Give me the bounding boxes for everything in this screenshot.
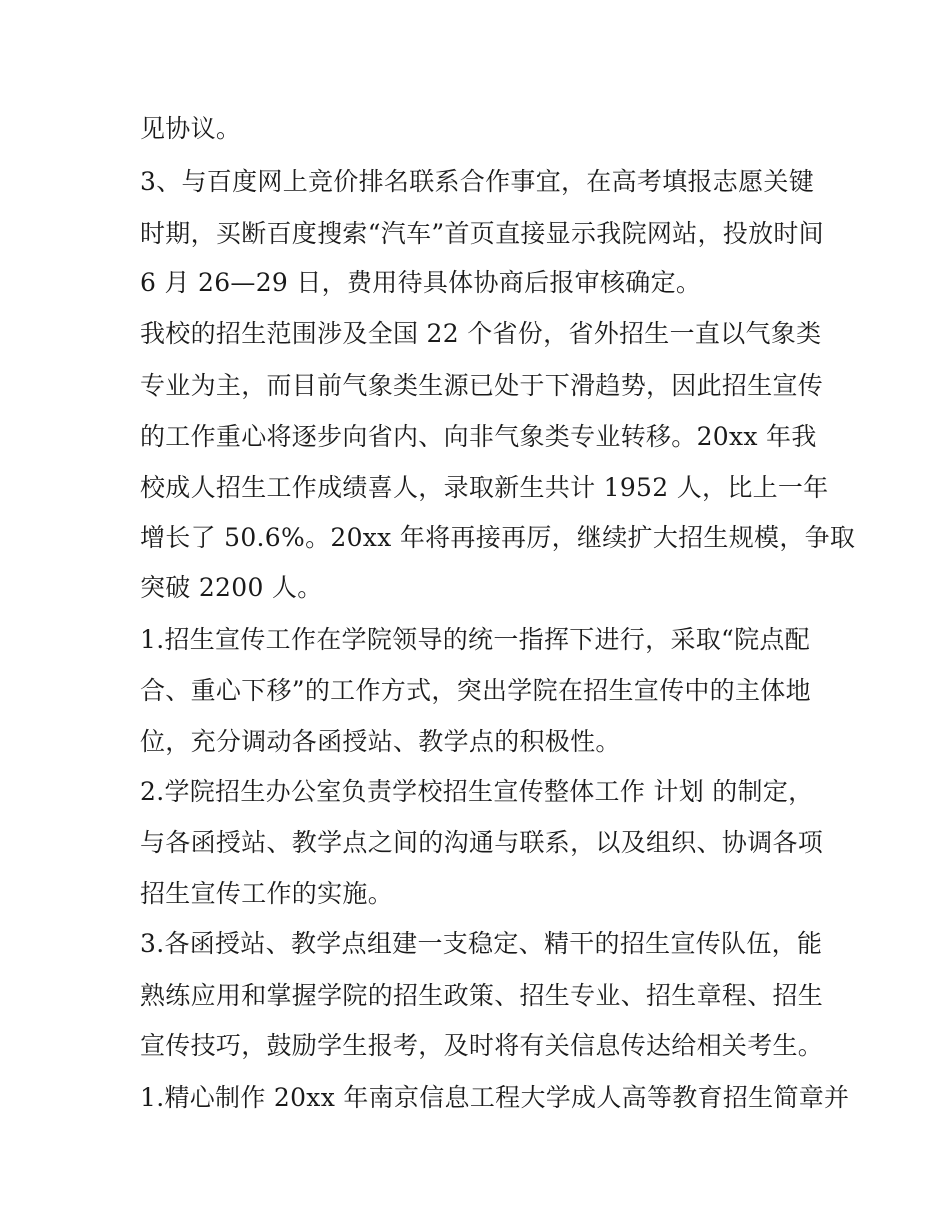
text-line: 3、与百度网上竞价排名联系合作事宜，在高考填报志愿关键 — [140, 167, 815, 196]
text-line: 宣传技巧，鼓励学生报考，及时将有关信息传达给相关考生。 — [140, 1031, 824, 1060]
text-line: 6 月 26—29 日，费用待具体协商后报审核确定。 — [140, 268, 702, 297]
text-line: 突破 2200 人。 — [140, 573, 323, 602]
text-line: 时期，买断百度搜索“汽车”首页直接显示我院网站，投放时间 — [140, 219, 824, 248]
text-line: 1.精心制作 20xx 年南京信息工程大学成人高等教育招生简章并 — [140, 1083, 850, 1112]
text-line: 专业为主，而目前气象类生源已处于下滑趋势，因此招生宣传 — [140, 371, 824, 400]
text-line: 增长了 50.6%。20xx 年将再接再厉，继续扩大招生规模，争取 — [140, 523, 856, 552]
text-line: 校成人招生工作成绩喜人，录取新生共计 1952 人，比上一年 — [140, 473, 829, 502]
text-line: 1.招生宣传工作在学院领导的统一指挥下进行，采取“院点配 — [140, 625, 811, 654]
text-line: 的工作重心将逐步向省内、向非气象类专业转移。20xx 年我 — [140, 422, 817, 451]
text-line: 与各函授站、教学点之间的沟通与联系，以及组织、协调各项 — [140, 828, 824, 857]
text-line: 招生宣传工作的实施。 — [140, 879, 394, 908]
text-line: 位，充分调动各函授站、教学点的积极性。 — [140, 727, 621, 756]
text-line: 3.各函授站、教学点组建一支稳定、精干的招生宣传队伍，能 — [140, 929, 823, 958]
text-line: 我校的招生范围涉及全国 22 个省份，省外招生一直以气象类 — [140, 319, 822, 348]
text-line: 合、重心下移”的工作方式，突出学院在招生宣传中的主体地 — [140, 676, 811, 705]
text-line: 见协议。 — [140, 114, 242, 143]
text-line: 熟练应用和掌握学院的招生政策、招生专业、招生章程、招生 — [140, 981, 824, 1010]
text-line: 2.学院招生办公室负责学校招生宣传整体工作 计划 的制定， — [140, 777, 814, 806]
